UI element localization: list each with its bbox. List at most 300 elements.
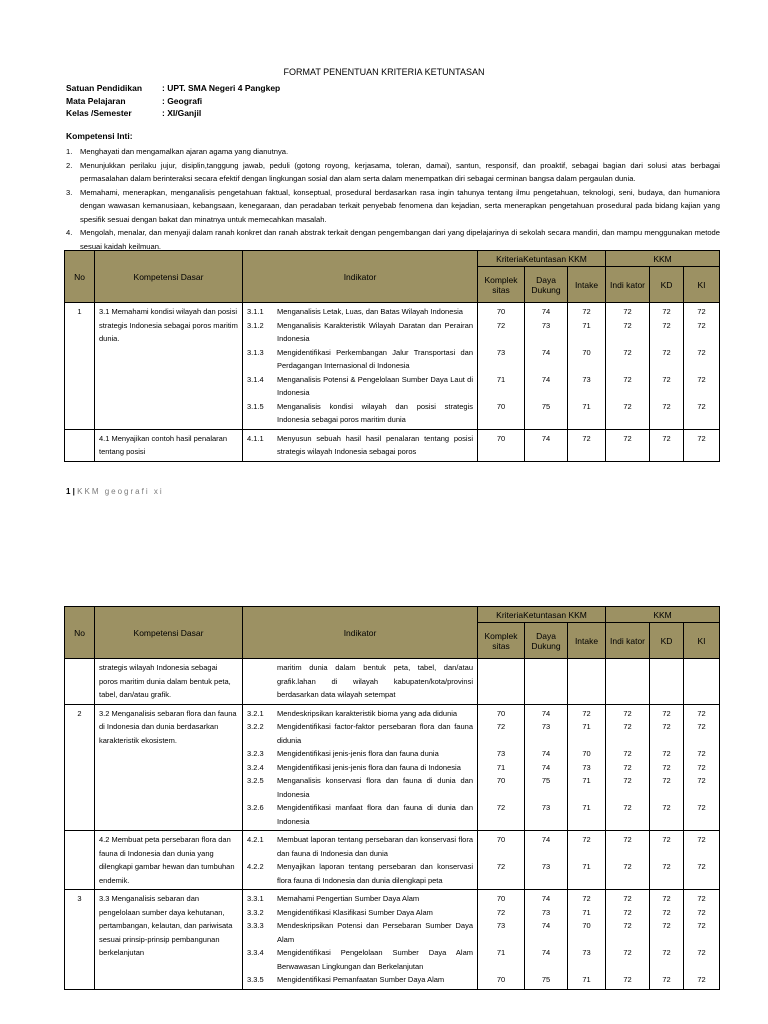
indicator-code: 4.2.1 bbox=[247, 835, 264, 844]
kd-cell bbox=[95, 831, 243, 890]
score-value: 70 bbox=[496, 708, 506, 718]
score-value bbox=[610, 661, 645, 702]
score-value: 70 bbox=[496, 835, 506, 844]
footer-separator: | bbox=[70, 487, 78, 496]
col-ki: KI bbox=[684, 623, 720, 659]
score-value: 72 bbox=[697, 907, 706, 917]
score-value: 72 bbox=[662, 307, 671, 316]
score-value: 72 bbox=[662, 722, 671, 731]
indicator-item bbox=[247, 305, 473, 319]
score-value: 72 bbox=[697, 320, 706, 330]
col-kompleksitas: Komplek sitas bbox=[478, 623, 525, 659]
indicator-cell bbox=[243, 831, 478, 890]
score-cell bbox=[478, 704, 525, 831]
score-value bbox=[688, 661, 715, 702]
score-value: 72 bbox=[623, 433, 632, 443]
score-value: 72 bbox=[662, 835, 671, 844]
score-value: 72 bbox=[623, 762, 632, 772]
score-value: 72 bbox=[623, 401, 632, 411]
indicator-item bbox=[247, 973, 473, 987]
score-value: 72 bbox=[623, 749, 632, 758]
indicator-item bbox=[247, 946, 473, 973]
score-value: 70 bbox=[496, 776, 506, 785]
col-kompetensi-dasar: Kompetensi Dasar bbox=[95, 251, 243, 303]
row-no-cell bbox=[65, 890, 95, 990]
score-value: 72 bbox=[697, 749, 706, 758]
score-value: 72 bbox=[697, 921, 706, 930]
ki-heading: Kompetensi Inti: bbox=[66, 131, 133, 141]
col-intake: Intake bbox=[568, 267, 606, 303]
score-value: 74 bbox=[541, 921, 551, 930]
row-no: 2 bbox=[77, 708, 82, 718]
row-no-cell bbox=[65, 303, 95, 430]
score-value: 73 bbox=[541, 907, 551, 917]
score-value: 70 bbox=[496, 401, 506, 411]
score-value: 72 bbox=[662, 401, 671, 411]
col-ki: KI bbox=[684, 267, 720, 303]
score-cell bbox=[684, 429, 720, 461]
kd-cell bbox=[95, 659, 243, 705]
score-cell bbox=[478, 831, 525, 890]
meta-key: Satuan Pendidikan bbox=[66, 83, 143, 93]
score-cell bbox=[650, 303, 684, 430]
indicator-item bbox=[247, 906, 473, 920]
col-kkm: KKM bbox=[606, 251, 720, 267]
score-value: 72 bbox=[697, 401, 706, 411]
indicator-text: Memahami Pengertian Sumber Daya Alam bbox=[277, 894, 420, 903]
table-row bbox=[65, 890, 720, 990]
score-value: 72 bbox=[582, 894, 591, 903]
score-value: 73 bbox=[582, 948, 591, 957]
indicator-text: Mengidentifikasi Klasifikasi Sumber Daya Alam bbox=[277, 907, 433, 917]
indicator-item bbox=[247, 747, 473, 761]
score-value: 72 bbox=[623, 921, 632, 930]
indicator-code: 3.1.2 bbox=[247, 320, 264, 330]
indicator-code: 3.1.4 bbox=[247, 374, 264, 384]
row-no-cell bbox=[65, 704, 95, 831]
indicator-cell bbox=[243, 704, 478, 831]
indicator-item bbox=[247, 761, 473, 775]
col-indi-kator: Indi kator bbox=[606, 623, 650, 659]
score-cell bbox=[525, 704, 568, 831]
indicator-code: 3.2.6 bbox=[247, 803, 264, 812]
score-cell bbox=[684, 704, 720, 831]
score-cell bbox=[568, 831, 606, 890]
indicator-text: Menyusun sebuah hasil hasil penalaran tentang posisi strategis wilayah Indonesia sebagai poros bbox=[277, 433, 473, 456]
ki-text: Mengolah, menalar, dan menyaji dalam ranah konkret dan ranah abstrak terkait dengan pengembangan dari yang dipelajarinya di sekolah secara mandiri, dan mampu menggunakan metode sesuai kaidah keilmuan. bbox=[80, 228, 720, 251]
score-value: 73 bbox=[541, 862, 551, 871]
score-value: 72 bbox=[697, 948, 706, 957]
indicator-text: maritim dunia dalam bentuk peta, tabel, dan/atau grafik.lahan di wilayah kabupaten/kota/provinsi berdasarkan data wilayah setempat bbox=[277, 663, 473, 699]
indicator-text: Mengidentifikasi factor-faktor persebaran flora dan fauna didunia bbox=[277, 722, 473, 745]
score-value bbox=[654, 661, 679, 702]
score-value: 72 bbox=[582, 835, 591, 844]
score-value: 72 bbox=[662, 708, 671, 718]
score-value: 72 bbox=[697, 347, 706, 357]
indicator-code: 3.2.2 bbox=[247, 722, 264, 731]
col-kriteria: KriteriaKetuntasan KKM bbox=[478, 251, 606, 267]
indicator-text: Membuat laporan tentang persebaran dan konservasi flora dan fauna di Indonesia dan dunia bbox=[277, 835, 473, 858]
indicator-item bbox=[247, 400, 473, 427]
ki-text: Memahami, menerapkan, menganalisis pengetahuan faktual, konseptual, prosedural berdasarkan rasa ingin tahunya tentang ilmu pengetahuan, teknologi, seni, budaya, dan humaniora dengan wawasan kemanusiaan, kebangsaan, kenegaraan, dan peradaban terkait penyebab fenomena dan kejadian, serta menerapkan pengetahuan prosedural pada bidang kajian yang spesifik sesuai dengan bakat dan minatnya untuk memecahkan masalah. bbox=[80, 187, 720, 224]
score-value: 72 bbox=[697, 894, 706, 903]
indicator-code: 3.3.5 bbox=[247, 975, 264, 984]
indicator-code: 3.3.2 bbox=[247, 907, 264, 917]
score-value bbox=[482, 661, 520, 702]
score-cell bbox=[684, 890, 720, 990]
col-daya-dukung: Daya Dukung bbox=[525, 267, 568, 303]
score-value: 72 bbox=[662, 975, 671, 984]
indicator-item bbox=[247, 373, 473, 400]
score-value: 72 bbox=[582, 433, 591, 443]
score-value: 70 bbox=[582, 749, 591, 758]
score-value bbox=[529, 661, 563, 702]
score-value: 74 bbox=[541, 894, 551, 903]
score-value: 72 bbox=[662, 762, 671, 772]
score-value: 72 bbox=[623, 894, 632, 903]
row-no bbox=[65, 430, 94, 434]
score-value: 72 bbox=[697, 862, 706, 871]
table-row bbox=[65, 831, 720, 890]
score-value: 72 bbox=[623, 347, 632, 357]
score-value: 72 bbox=[623, 907, 632, 917]
score-value: 72 bbox=[697, 722, 706, 731]
indicator-item bbox=[247, 892, 473, 906]
score-cell bbox=[568, 429, 606, 461]
indicator-item bbox=[247, 707, 473, 721]
score-value: 72 bbox=[662, 433, 671, 443]
indicator-cell bbox=[243, 890, 478, 990]
meta-key: Kelas /Semester bbox=[66, 108, 132, 118]
indicator-text: Mengidentifikasi manfaat flora dan fauna di dunia dan Indonesia bbox=[277, 803, 473, 826]
indicator-cell bbox=[243, 659, 478, 705]
score-value: 71 bbox=[582, 776, 591, 785]
indicator-item bbox=[247, 346, 473, 373]
score-value: 72 bbox=[697, 776, 706, 785]
indicator-text: Mendeskripsikan Potensi dan Persebaran Sumber Daya Alam bbox=[277, 921, 473, 944]
kd-text: 3.2 Menganalisis sebaran flora dan fauna di Indonesia dan dunia berdasarkan karakteristik ekosistem. bbox=[99, 708, 237, 745]
indicator-code: 3.2.3 bbox=[247, 749, 264, 758]
score-value: 72 bbox=[623, 776, 632, 785]
score-cell bbox=[650, 429, 684, 461]
score-value: 73 bbox=[541, 320, 551, 330]
score-value: 72 bbox=[623, 374, 632, 384]
score-cell bbox=[568, 890, 606, 990]
score-value: 72 bbox=[697, 708, 706, 718]
row-no-cell bbox=[65, 659, 95, 705]
score-value: 70 bbox=[582, 347, 591, 357]
score-value: 75 bbox=[541, 401, 551, 411]
score-value: 70 bbox=[496, 894, 506, 903]
score-cell bbox=[650, 890, 684, 990]
indicator-text: Mengidentifikasi Pengelolaan Sumber Daya Alam Berwawasan Lingkungan dan Berkelanjutan bbox=[277, 948, 473, 971]
score-value: 72 bbox=[496, 803, 506, 812]
col-kompleksitas: Komplek sitas bbox=[478, 267, 525, 303]
indicator-item bbox=[247, 319, 473, 346]
indicator-code bbox=[247, 661, 277, 702]
score-value: 71 bbox=[582, 862, 591, 871]
col-indi-kator: Indi kator bbox=[606, 267, 650, 303]
score-cell bbox=[525, 659, 568, 705]
indicator-code: 3.1.1 bbox=[247, 307, 264, 316]
indicator-text: Mengidentifikasi Perkembangan Jalur Transportasi dan Perdagangan Internasional di Indonesia bbox=[277, 347, 473, 370]
col-kompetensi-dasar: Kompetensi Dasar bbox=[95, 607, 243, 659]
meta-value: : Geografi bbox=[162, 95, 203, 106]
kd-cell bbox=[95, 429, 243, 461]
score-value: 72 bbox=[496, 862, 506, 871]
score-value: 72 bbox=[697, 374, 706, 384]
score-value: 74 bbox=[541, 347, 551, 357]
score-cell bbox=[568, 303, 606, 430]
score-value: 71 bbox=[582, 722, 591, 731]
score-value: 75 bbox=[541, 975, 551, 984]
kd-text: 4.2 Membuat peta persebaran flora dan fauna di Indonesia dan dunia yang dilengkapi gambar hewan dan tumbuhan endemik. bbox=[99, 835, 235, 885]
score-value: 73 bbox=[496, 921, 506, 930]
indicator-item bbox=[247, 774, 473, 801]
score-value: 71 bbox=[582, 975, 591, 984]
score-value: 72 bbox=[662, 907, 671, 917]
score-value: 71 bbox=[496, 948, 506, 957]
score-value: 71 bbox=[582, 907, 591, 917]
score-value: 72 bbox=[623, 722, 632, 731]
indicator-text: Menganalisis Potensi & Pengelolaan Sumber Daya Laut di Indonesia bbox=[277, 374, 473, 397]
indicator-text: Mengidentifikasi Pemanfaatan Sumber Daya Alam bbox=[277, 975, 445, 984]
score-cell bbox=[606, 303, 650, 430]
score-value: 72 bbox=[496, 722, 506, 731]
indicator-text: Mengidentifikasi jenis-jenis flora dan fauna di Indonesia bbox=[277, 762, 461, 772]
score-value: 71 bbox=[496, 762, 506, 772]
indicator-text: Mendeskripsikan karakteristik bioma yang ada didunia bbox=[277, 708, 458, 718]
page-title: FORMAT PENENTUAN KRITERIA KETUNTASAN bbox=[283, 67, 485, 77]
score-value: 72 bbox=[697, 803, 706, 812]
ki-list bbox=[66, 145, 720, 253]
score-value: 72 bbox=[496, 907, 506, 917]
row-no: 1 bbox=[77, 307, 82, 316]
ki-item bbox=[66, 186, 720, 227]
score-value: 72 bbox=[623, 975, 632, 984]
score-value: 74 bbox=[541, 762, 551, 772]
score-value: 72 bbox=[496, 320, 506, 330]
meta-value: : XI/Ganjil bbox=[162, 108, 202, 118]
score-value: 72 bbox=[662, 749, 671, 758]
score-value: 73 bbox=[582, 762, 591, 772]
score-value: 71 bbox=[582, 803, 591, 812]
document-meta bbox=[66, 82, 280, 120]
ki-number: 2. bbox=[66, 160, 73, 170]
score-value: 74 bbox=[541, 749, 551, 758]
indicator-item bbox=[247, 661, 473, 702]
score-value bbox=[572, 661, 601, 702]
indicator-code: 4.2.2 bbox=[247, 862, 264, 871]
score-value: 72 bbox=[697, 762, 706, 772]
score-value: 74 bbox=[541, 835, 551, 844]
indicator-code: 3.1.3 bbox=[247, 347, 264, 357]
score-cell bbox=[650, 831, 684, 890]
score-value: 72 bbox=[697, 433, 706, 443]
score-value: 72 bbox=[662, 921, 671, 930]
score-cell bbox=[568, 704, 606, 831]
score-value: 70 bbox=[496, 433, 506, 443]
score-value: 72 bbox=[662, 347, 671, 357]
indicator-cell bbox=[243, 303, 478, 430]
score-cell bbox=[684, 659, 720, 705]
score-value: 72 bbox=[623, 307, 632, 316]
score-cell bbox=[525, 303, 568, 430]
table-row bbox=[65, 659, 720, 705]
score-cell bbox=[684, 303, 720, 430]
score-cell bbox=[606, 659, 650, 705]
score-value: 72 bbox=[582, 307, 591, 316]
indicator-text: Menganalisis Letak, Luas, dan Batas Wilayah Indonesia bbox=[277, 307, 463, 316]
ki-item bbox=[66, 159, 720, 186]
score-value: 74 bbox=[541, 433, 551, 443]
indicator-item bbox=[247, 919, 473, 946]
kd-text: 3.3 Menganalisis sebaran dan pengelolaan sumber daya kehutanan, pertambangan, kelautan, dan pariwisata sesuai prinsip-prinsip pembangunan berkelanjutan bbox=[99, 894, 233, 957]
kkm-table-page-2 bbox=[64, 606, 720, 990]
table-row bbox=[65, 704, 720, 831]
row-no-cell bbox=[65, 429, 95, 461]
ki-text: Menunjukkan perilaku jujur, disiplin,tanggung jawab, peduli (gotong royong, kerjasama, toleran, damai), santun, responsif, dan proaktif, sebagai bagian dari solusi atas berbagai permasalahan dalam berinteraksi secara efektif dengan lingkungan sosial dan alam serta dalam menempatkan diri sebagai cerminan bangsa dalam pergaulan dunia. bbox=[80, 160, 720, 183]
row-no-cell bbox=[65, 831, 95, 890]
col-kkm: KKM bbox=[606, 607, 720, 623]
ki-number: 3. bbox=[66, 187, 73, 197]
score-value: 74 bbox=[541, 307, 551, 316]
indicator-item bbox=[247, 720, 473, 747]
score-value: 72 bbox=[662, 862, 671, 871]
col-intake: Intake bbox=[568, 623, 606, 659]
ki-item bbox=[66, 145, 720, 159]
score-value: 72 bbox=[662, 374, 671, 384]
page-number: 1 bbox=[66, 487, 71, 496]
score-cell bbox=[478, 303, 525, 430]
score-value: 72 bbox=[662, 894, 671, 903]
score-value: 72 bbox=[697, 835, 706, 844]
score-value: 73 bbox=[496, 347, 506, 357]
indicator-item bbox=[247, 833, 473, 860]
col-indikator: Indikator bbox=[243, 251, 478, 303]
row-no bbox=[65, 831, 94, 835]
col-kd: KD bbox=[650, 623, 684, 659]
indicator-code: 3.3.4 bbox=[247, 948, 264, 957]
score-value: 72 bbox=[623, 862, 632, 871]
score-cell bbox=[606, 704, 650, 831]
col-kriteria: KriteriaKetuntasan KKM bbox=[478, 607, 606, 623]
score-cell bbox=[525, 831, 568, 890]
kd-cell bbox=[95, 303, 243, 430]
score-value: 72 bbox=[662, 320, 671, 330]
indicator-item bbox=[247, 801, 473, 828]
meta-value: : UPT. SMA Negeri 4 Pangkep bbox=[162, 83, 281, 93]
score-value: 72 bbox=[697, 307, 706, 316]
kd-text: 3.1 Memahami kondisi wilayah dan posisi strategis Indonesia sebagai poros maritim dunia. bbox=[99, 307, 238, 343]
indicator-text: Menganalisis konservasi flora dan fauna di dunia dan Indonesia bbox=[277, 776, 473, 799]
indicator-text: Menganalisis kondisi wilayah dan posisi strategis Indonesia sebagai poros maritim dunia bbox=[277, 401, 473, 424]
score-value: 70 bbox=[496, 975, 506, 984]
indicator-code: 3.2.5 bbox=[247, 776, 264, 785]
col-daya-dukung: Daya Dukung bbox=[525, 623, 568, 659]
score-value: 72 bbox=[623, 948, 632, 957]
ki-number: 1. bbox=[66, 147, 73, 156]
score-cell bbox=[650, 704, 684, 831]
score-value: 72 bbox=[662, 803, 671, 812]
score-cell bbox=[478, 890, 525, 990]
score-value: 72 bbox=[623, 835, 632, 844]
row-no bbox=[65, 659, 94, 663]
score-value: 73 bbox=[582, 374, 591, 384]
col-no: No bbox=[65, 607, 95, 659]
score-value: 74 bbox=[541, 708, 551, 718]
score-value: 75 bbox=[541, 776, 551, 785]
kd-cell bbox=[95, 704, 243, 831]
score-cell bbox=[606, 831, 650, 890]
col-no: No bbox=[65, 251, 95, 303]
col-kd: KD bbox=[650, 267, 684, 303]
score-value: 70 bbox=[582, 921, 591, 930]
kd-text: strategis wilayah Indonesia sebagai poros maritim dunia dalam bentuk peta, tabel, dan/atau grafik. bbox=[99, 663, 231, 699]
indicator-text: Menyajikan laporan tentang persebaran dan konservasi flora fauna di Indonesia dan dunia dilengkapi peta bbox=[277, 862, 473, 885]
row-no: 3 bbox=[77, 894, 82, 903]
table-row bbox=[65, 429, 720, 461]
score-cell bbox=[606, 429, 650, 461]
score-cell bbox=[525, 890, 568, 990]
ki-text: Menghayati dan mengamalkan ajaran agama yang dianutnya. bbox=[80, 147, 289, 156]
score-value: 72 bbox=[623, 708, 632, 718]
score-cell bbox=[478, 659, 525, 705]
indicator-item bbox=[247, 432, 473, 459]
score-value: 70 bbox=[496, 307, 506, 316]
score-cell bbox=[478, 429, 525, 461]
ki-item bbox=[66, 226, 720, 253]
score-value: 72 bbox=[623, 320, 632, 330]
score-value: 73 bbox=[496, 749, 506, 758]
indicator-code: 3.1.5 bbox=[247, 401, 264, 411]
indicator-code: 3.2.4 bbox=[247, 762, 264, 772]
indicator-item bbox=[247, 860, 473, 887]
indicator-text: Mengidentifikasi jenis-jenis flora dan fauna dunia bbox=[277, 749, 439, 758]
score-cell bbox=[606, 890, 650, 990]
score-value: 71 bbox=[582, 401, 591, 411]
score-value: 72 bbox=[662, 948, 671, 957]
kd-cell bbox=[95, 890, 243, 990]
score-value: 74 bbox=[541, 374, 551, 384]
score-value: 71 bbox=[496, 374, 506, 384]
table-row bbox=[65, 303, 720, 430]
kkm-table-page-1 bbox=[64, 250, 720, 462]
score-value: 72 bbox=[623, 803, 632, 812]
indicator-code: 3.3.3 bbox=[247, 921, 264, 930]
score-value: 74 bbox=[541, 948, 551, 957]
indicator-code: 4.1.1 bbox=[247, 433, 264, 443]
score-cell bbox=[568, 659, 606, 705]
score-value: 72 bbox=[582, 708, 591, 718]
score-cell bbox=[525, 429, 568, 461]
kd-text: 4.1 Menyajikan contoh hasil penalaran tentang posisi bbox=[99, 433, 228, 456]
indicator-cell bbox=[243, 429, 478, 461]
indicator-text: Menganalisis Karakteristik Wilayah Daratan dan Perairan Indonesia bbox=[277, 320, 473, 343]
page-footer bbox=[66, 487, 164, 496]
score-cell bbox=[650, 659, 684, 705]
score-value: 73 bbox=[541, 722, 551, 731]
score-value: 71 bbox=[582, 320, 591, 330]
col-indikator: Indikator bbox=[243, 607, 478, 659]
score-value: 72 bbox=[697, 975, 706, 984]
meta-key: Mata Pelajaran bbox=[66, 95, 126, 106]
ki-number: 4. bbox=[66, 228, 73, 237]
score-cell bbox=[684, 831, 720, 890]
footer-text: KKM geografi xi bbox=[77, 487, 164, 496]
indicator-code: 3.2.1 bbox=[247, 708, 264, 718]
score-value: 73 bbox=[541, 803, 551, 812]
